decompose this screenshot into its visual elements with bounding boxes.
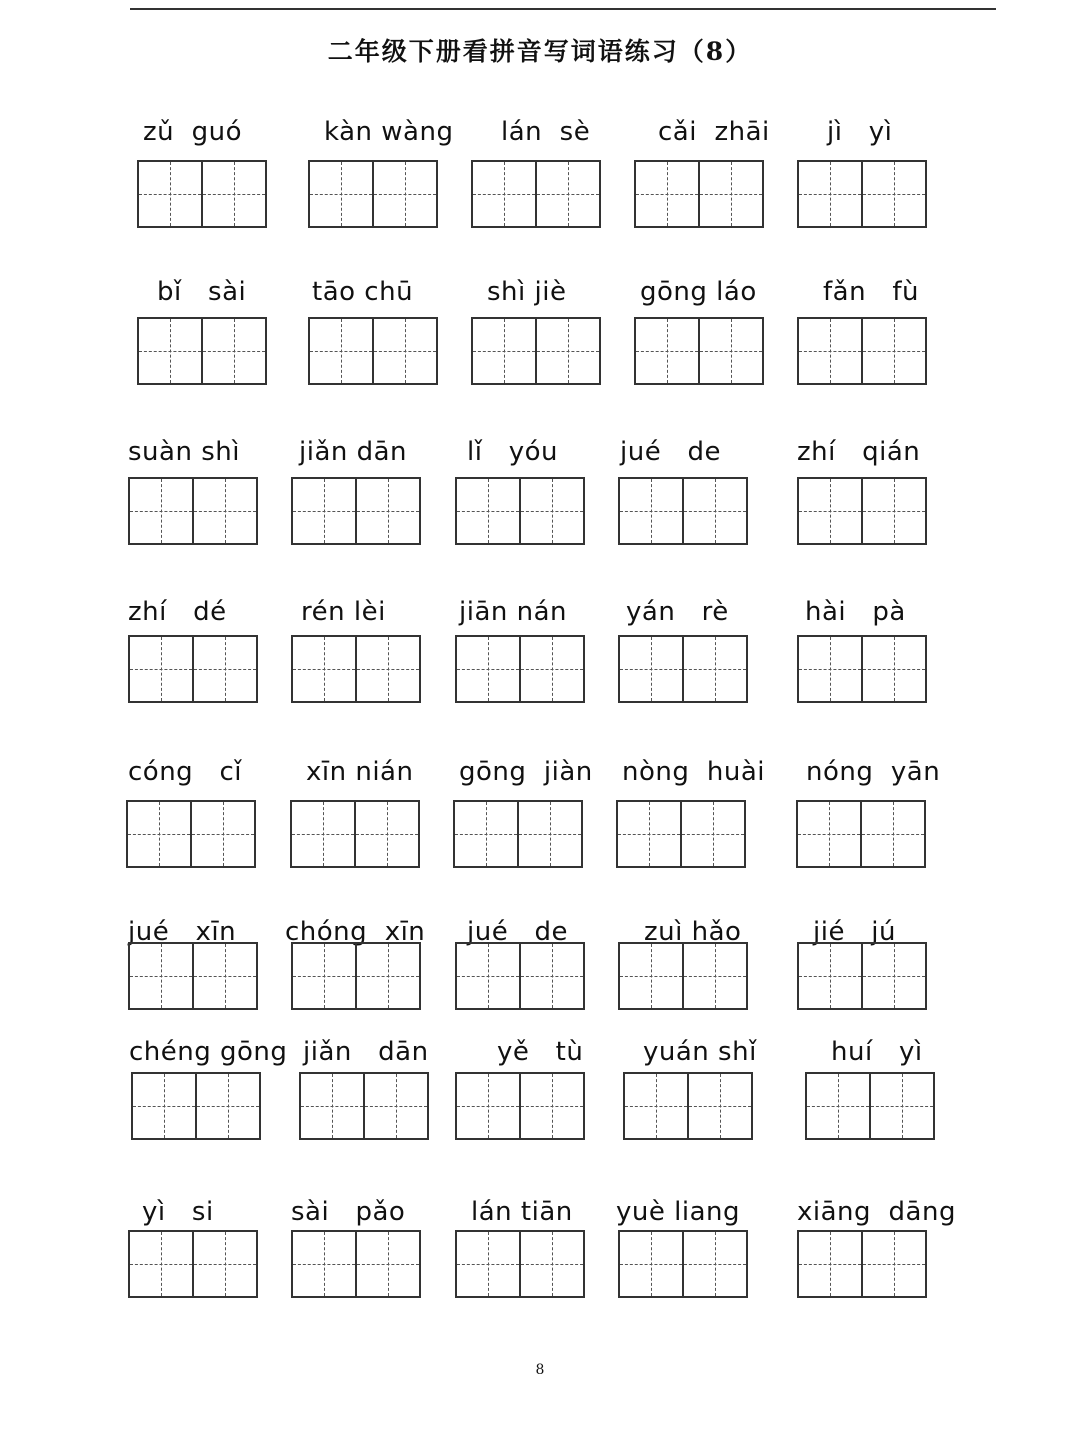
character-cell[interactable]: [799, 162, 861, 226]
character-cell[interactable]: [807, 1074, 869, 1138]
writing-box[interactable]: [471, 160, 601, 228]
writing-box[interactable]: [797, 1230, 927, 1298]
character-cell[interactable]: [130, 1232, 192, 1296]
pinyin-label: gōng jiàn: [459, 757, 593, 787]
word-item: [453, 752, 603, 902]
pinyin-label: jiǎn dān: [299, 437, 408, 467]
word-item: [455, 1032, 605, 1182]
character-cell[interactable]: [799, 479, 861, 543]
character-cell[interactable]: [519, 1074, 583, 1138]
character-cell[interactable]: [457, 944, 519, 1008]
character-cell[interactable]: [192, 1232, 256, 1296]
pinyin-label: gōng láo: [640, 277, 757, 307]
writing-box[interactable]: [618, 942, 748, 1010]
pinyin-label: jié jú: [813, 917, 896, 947]
pinyin-label: yě tù: [497, 1037, 584, 1067]
pinyin-label: jué de: [467, 917, 568, 947]
character-cell[interactable]: [301, 1074, 363, 1138]
pinyin-label: kàn wàng: [324, 117, 454, 147]
writing-box[interactable]: [455, 635, 585, 703]
character-cell[interactable]: [355, 1232, 419, 1296]
character-cell[interactable]: [192, 479, 256, 543]
character-cell[interactable]: [519, 637, 583, 701]
character-cell[interactable]: [799, 944, 861, 1008]
word-item: [797, 592, 947, 742]
writing-box[interactable]: [455, 477, 585, 545]
exercise-row: [0, 1192, 1080, 1342]
writing-box[interactable]: [455, 1072, 585, 1140]
exercise-row: [0, 272, 1080, 422]
writing-box[interactable]: [128, 942, 258, 1010]
pinyin-label: cóng cǐ: [128, 757, 242, 787]
word-item: [797, 112, 947, 262]
pinyin-label: huí yì: [831, 1037, 923, 1067]
word-item: [618, 432, 768, 582]
character-cell[interactable]: [861, 162, 925, 226]
pinyin-label: xīn nián: [306, 757, 414, 787]
word-item: [634, 112, 784, 262]
exercise-row: [0, 432, 1080, 582]
word-item: [308, 112, 458, 262]
word-item: [623, 1032, 773, 1182]
word-item: [805, 1032, 955, 1182]
character-cell[interactable]: [130, 479, 192, 543]
word-item: [471, 112, 621, 262]
writing-box[interactable]: [797, 317, 927, 385]
writing-box[interactable]: [291, 942, 421, 1010]
writing-box[interactable]: [291, 477, 421, 545]
writing-box[interactable]: [797, 477, 927, 545]
exercise-row: [0, 752, 1080, 902]
character-cell[interactable]: [799, 1232, 861, 1296]
character-cell[interactable]: [192, 944, 256, 1008]
writing-box[interactable]: [634, 160, 764, 228]
character-cell[interactable]: [799, 637, 861, 701]
character-cell[interactable]: [355, 944, 419, 1008]
character-cell[interactable]: [292, 802, 354, 866]
character-cell[interactable]: [293, 944, 355, 1008]
character-cell[interactable]: [625, 1074, 687, 1138]
word-item: [137, 112, 287, 262]
pinyin-label: shì jiè: [487, 277, 567, 307]
pinyin-label: jì yì: [827, 117, 893, 147]
character-cell[interactable]: [128, 802, 190, 866]
character-cell[interactable]: [682, 479, 746, 543]
writing-box[interactable]: [623, 1072, 753, 1140]
character-cell[interactable]: [139, 319, 201, 383]
writing-box[interactable]: [128, 477, 258, 545]
word-item: [616, 752, 766, 902]
word-item: [290, 752, 440, 902]
pinyin-label: zǔ guó: [143, 117, 243, 147]
writing-box[interactable]: [618, 635, 748, 703]
character-cell[interactable]: [310, 162, 372, 226]
exercise-row: [0, 1032, 1080, 1182]
pinyin-label: sài pǎo: [291, 1197, 406, 1227]
writing-box[interactable]: [137, 160, 267, 228]
character-cell[interactable]: [620, 1232, 682, 1296]
word-item: [291, 592, 441, 742]
writing-box[interactable]: [128, 1230, 258, 1298]
word-item: [291, 432, 441, 582]
character-cell[interactable]: [618, 802, 680, 866]
character-cell[interactable]: [799, 319, 861, 383]
character-cell[interactable]: [473, 319, 535, 383]
character-cell[interactable]: [636, 162, 698, 226]
character-cell[interactable]: [201, 162, 265, 226]
writing-box[interactable]: [796, 800, 926, 868]
page-title: 二年级下册看拼音写词语练习（8）: [327, 37, 753, 66]
character-cell[interactable]: [861, 944, 925, 1008]
writing-box[interactable]: [471, 317, 601, 385]
writing-box[interactable]: [618, 477, 748, 545]
word-item: [291, 1192, 441, 1342]
character-cell[interactable]: [860, 802, 924, 866]
pinyin-label: jiān nán: [459, 597, 568, 627]
character-cell[interactable]: [535, 162, 599, 226]
character-cell[interactable]: [293, 1232, 355, 1296]
word-item: [129, 1032, 288, 1182]
pinyin-label: zhí dé: [128, 597, 227, 627]
character-cell[interactable]: [636, 319, 698, 383]
character-cell[interactable]: [133, 1074, 195, 1138]
word-item: [634, 272, 784, 422]
pinyin-label: suàn shì: [128, 437, 240, 467]
character-cell[interactable]: [519, 944, 583, 1008]
writing-box[interactable]: [455, 942, 585, 1010]
word-item: [455, 592, 605, 742]
pinyin-label: chóng xīn: [285, 917, 426, 947]
pinyin-label: yì si: [142, 1197, 214, 1227]
word-item: [797, 1192, 956, 1342]
character-cell[interactable]: [517, 802, 581, 866]
character-cell[interactable]: [682, 637, 746, 701]
pinyin-label: xiāng dāng: [797, 1197, 956, 1227]
pinyin-label: nóng yān: [806, 757, 941, 787]
pinyin-label: rén lèi: [301, 597, 386, 627]
pinyin-label: jiǎn dān: [303, 1037, 429, 1067]
character-cell[interactable]: [139, 162, 201, 226]
character-cell[interactable]: [195, 1074, 259, 1138]
character-cell[interactable]: [455, 802, 517, 866]
writing-box[interactable]: [291, 635, 421, 703]
writing-box[interactable]: [616, 800, 746, 868]
character-cell[interactable]: [457, 637, 519, 701]
character-cell[interactable]: [682, 1232, 746, 1296]
character-cell[interactable]: [363, 1074, 427, 1138]
character-cell[interactable]: [457, 1232, 519, 1296]
word-item: [455, 1192, 605, 1342]
character-cell[interactable]: [354, 802, 418, 866]
word-item: [299, 1032, 449, 1182]
writing-box[interactable]: [291, 1230, 421, 1298]
word-item: [137, 272, 287, 422]
word-item: [455, 432, 605, 582]
character-cell[interactable]: [869, 1074, 933, 1138]
pinyin-label: yuán shǐ: [643, 1037, 757, 1067]
writing-box[interactable]: [634, 317, 764, 385]
pinyin-label: cǎi zhāi: [658, 117, 770, 147]
pinyin-label: yán rè: [626, 597, 729, 627]
character-cell[interactable]: [680, 802, 744, 866]
writing-box[interactable]: [308, 317, 438, 385]
character-cell[interactable]: [620, 637, 682, 701]
pinyin-label: hài pà: [805, 597, 906, 627]
writing-box[interactable]: [797, 635, 927, 703]
character-cell[interactable]: [861, 1232, 925, 1296]
character-cell[interactable]: [620, 944, 682, 1008]
writing-box[interactable]: [453, 800, 583, 868]
character-cell[interactable]: [620, 479, 682, 543]
page-number: 8: [535, 1362, 545, 1378]
character-cell[interactable]: [682, 944, 746, 1008]
character-cell[interactable]: [861, 479, 925, 543]
pinyin-label: jué de: [620, 437, 721, 467]
word-item: [797, 432, 947, 582]
pinyin-label: chéng gōng: [129, 1037, 288, 1067]
character-cell[interactable]: [355, 637, 419, 701]
character-cell[interactable]: [687, 1074, 751, 1138]
word-item: [797, 272, 947, 422]
character-cell[interactable]: [698, 319, 762, 383]
writing-box[interactable]: [308, 160, 438, 228]
character-cell[interactable]: [372, 319, 436, 383]
pinyin-label: bǐ sài: [157, 277, 247, 307]
writing-box[interactable]: [299, 1072, 429, 1140]
character-cell[interactable]: [192, 637, 256, 701]
writing-box[interactable]: [618, 1230, 748, 1298]
character-cell[interactable]: [698, 162, 762, 226]
writing-box[interactable]: [797, 160, 927, 228]
pinyin-label: tāo chū: [312, 277, 414, 307]
writing-box[interactable]: [805, 1072, 935, 1140]
character-cell[interactable]: [798, 802, 860, 866]
pinyin-label: zuì hǎo: [644, 917, 742, 947]
word-item: [618, 592, 768, 742]
character-cell[interactable]: [519, 1232, 583, 1296]
word-item: [618, 1192, 768, 1342]
writing-box[interactable]: [290, 800, 420, 868]
character-cell[interactable]: [519, 479, 583, 543]
character-cell[interactable]: [457, 1074, 519, 1138]
character-cell[interactable]: [293, 479, 355, 543]
character-cell[interactable]: [861, 319, 925, 383]
pinyin-label: jué xīn: [128, 917, 237, 947]
character-cell[interactable]: [355, 479, 419, 543]
character-cell[interactable]: [201, 319, 265, 383]
writing-box[interactable]: [455, 1230, 585, 1298]
character-cell[interactable]: [535, 319, 599, 383]
pinyin-label: yuè liang: [616, 1197, 740, 1227]
character-cell[interactable]: [293, 637, 355, 701]
writing-box[interactable]: [128, 635, 258, 703]
writing-box[interactable]: [797, 942, 927, 1010]
character-cell[interactable]: [190, 802, 254, 866]
writing-box[interactable]: [131, 1072, 261, 1140]
character-cell[interactable]: [130, 637, 192, 701]
writing-box[interactable]: [137, 317, 267, 385]
pinyin-label: fǎn fù: [823, 277, 919, 307]
word-item: [128, 592, 278, 742]
writing-box[interactable]: [126, 800, 256, 868]
pinyin-label: zhí qián: [797, 437, 921, 467]
character-cell[interactable]: [861, 637, 925, 701]
pinyin-label: lán sè: [501, 117, 591, 147]
pinyin-label: lán tiān: [471, 1197, 573, 1227]
word-item: [128, 1192, 278, 1342]
word-item: [126, 752, 276, 902]
character-cell[interactable]: [372, 162, 436, 226]
pinyin-label: lǐ yóu: [467, 437, 559, 467]
word-item: [471, 272, 621, 422]
character-cell[interactable]: [130, 944, 192, 1008]
word-item: [796, 752, 946, 902]
character-cell[interactable]: [310, 319, 372, 383]
character-cell[interactable]: [473, 162, 535, 226]
word-item: [128, 432, 278, 582]
exercise-row: [0, 592, 1080, 742]
pinyin-label: nòng huài: [622, 757, 766, 787]
word-item: [308, 272, 458, 422]
character-cell[interactable]: [457, 479, 519, 543]
exercise-row: [0, 112, 1080, 262]
